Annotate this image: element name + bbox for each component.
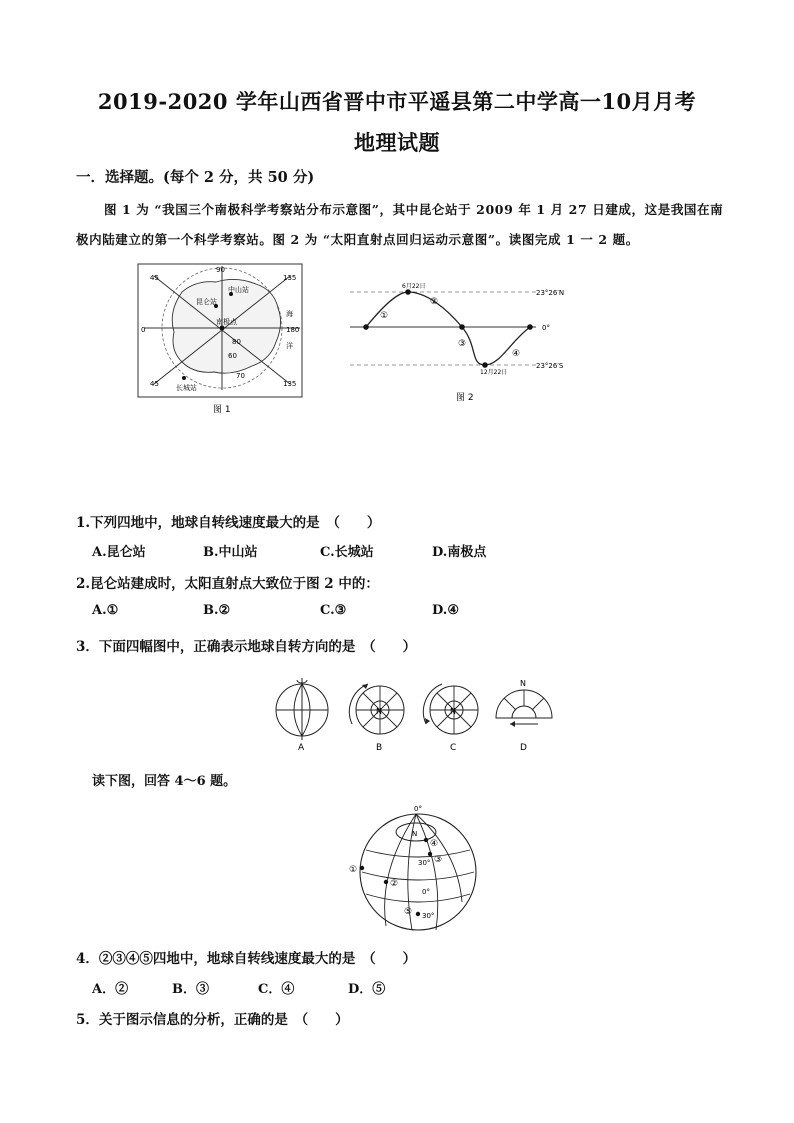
q4-option-b: B．③	[172, 982, 209, 997]
fig1-lon-0: 0	[141, 326, 146, 334]
diagram-d-label: D	[520, 743, 527, 753]
globe-equator: 0°	[422, 888, 430, 896]
fig2-equator: 0°	[542, 324, 550, 332]
q1-option-d: D.南极点	[432, 545, 487, 560]
fig1-zhongshan-label: 中山站	[228, 286, 249, 294]
fig1-lon-135-bottom: 135	[283, 380, 297, 388]
globe-pole-label: N	[412, 830, 418, 838]
fig1-lat-70: 70	[236, 372, 245, 380]
fig2-date-dec: 12月22日	[480, 369, 508, 376]
title-line-2: 地理试题	[354, 130, 440, 155]
fig1-lon-45-top: 45	[150, 274, 159, 282]
figure-1-antarctica-map	[136, 262, 306, 416]
fig2-tropic-s: 23°26′S	[536, 362, 564, 370]
section-heading: 一．选择题。(每个 2 分，共 50 分)	[76, 169, 315, 186]
fig2-mark-3: ③	[458, 339, 467, 349]
globe-label-0-top: 0°	[414, 805, 422, 813]
diagram-c-polar	[423, 684, 478, 753]
fig1-lon-135-top: 135	[283, 274, 297, 282]
fig2-tropic-n: 23°26′N	[536, 289, 565, 297]
q1-option-a: A.昆仑站	[92, 545, 146, 560]
fig1-sea-label-b: 洋	[286, 342, 293, 350]
fig1-lat-80: 80	[232, 338, 241, 346]
diagram-d-half-globe	[496, 679, 552, 753]
read-prompt: 读下图，回答 4～6 题。	[92, 774, 237, 789]
diagram-b-label: B	[376, 743, 383, 753]
fig2-date-jun: 6月22日	[402, 283, 426, 290]
question-2-stem: 2.昆仑站建成时，太阳直射点大致位于图 2 中的：	[76, 576, 379, 592]
q2-option-b: B.②	[203, 603, 231, 618]
globe-lat-30n: 30°	[418, 859, 431, 867]
q3-rotation-diagrams	[270, 674, 560, 756]
q2-option-c: C.③	[320, 603, 347, 618]
intro-line-2: 极内陆建立的第一个科学考察站。图 2 为 “太阳直射点回归运动示意图”。读图完成 1 一 2 题。	[76, 232, 639, 247]
q1-option-c: C.长城站	[320, 545, 374, 560]
fig1-changcheng-label: 长城站	[176, 384, 197, 392]
fig2-mark-4: ④	[512, 349, 521, 359]
globe-lat-30s: 30°	[422, 912, 435, 920]
globe-diagram	[346, 802, 486, 936]
q4-option-d: D．⑤	[348, 982, 386, 997]
fig1-lon-180: 180	[286, 326, 300, 334]
question-3-stem: 3．下面四幅图中，正确表示地球自转方向的是 （ ）	[76, 639, 417, 655]
fig1-sea-label-a: 海	[286, 310, 293, 318]
diagram-a-label: A	[298, 743, 305, 753]
globe-mark-3: ③	[434, 855, 443, 865]
fig2-mark-2: ②	[430, 297, 439, 307]
question-5-stem: 5．关于图示信息的分析，正确的是 （ ）	[76, 1012, 349, 1028]
fig1-lon-45-bottom: 45	[150, 380, 159, 388]
globe-mark-4: ④	[430, 839, 439, 849]
diagram-d-pole: N	[520, 679, 526, 688]
q1-option-b: B.中山站	[203, 545, 258, 560]
fig1-lat-60: 60	[228, 352, 237, 360]
q4-option-c: C．④	[258, 982, 295, 997]
intro-line-1: 图 1 为 “我国三个南极科学考察站分布示意图”，其中昆仑站于 2009 年 1 月 27 日建成，这是我国在南	[104, 202, 724, 217]
question-1-stem: 1.下列四地中，地球自转线速度最大的是 （ ）	[76, 515, 381, 531]
q4-option-a: A．②	[92, 982, 129, 997]
q2-option-d: D.④	[432, 603, 459, 618]
diagram-a-globe	[276, 678, 328, 753]
fig1-caption: 图 1	[213, 405, 231, 415]
fig2-caption: 图 2	[456, 393, 474, 403]
diagram-b-polar	[349, 684, 404, 753]
globe-mark-5: ⑤	[404, 907, 413, 917]
fig1-kunlun-label: 昆仑站	[196, 298, 217, 306]
fig2-mark-1: ①	[380, 311, 389, 321]
q2-option-a: A.①	[92, 603, 119, 618]
figure-2-sun-migration	[350, 278, 582, 406]
question-4-stem: 4．②③④⑤四地中，地球自转线速度最大的是 （ ）	[76, 951, 417, 967]
diagram-c-label: C	[450, 743, 457, 753]
globe-mark-1: ①	[349, 865, 358, 875]
globe-mark-2: ②	[390, 879, 399, 889]
title-line-1: 2019-2020 学年山西省晋中市平遥县第二中学高一10月月考	[97, 89, 697, 114]
diagram-b-pole: N	[376, 707, 382, 716]
fig1-lon-90: 90	[216, 266, 225, 274]
fig1-southpole-label: 南极点	[216, 318, 237, 326]
diagram-c-pole: N	[450, 707, 456, 716]
